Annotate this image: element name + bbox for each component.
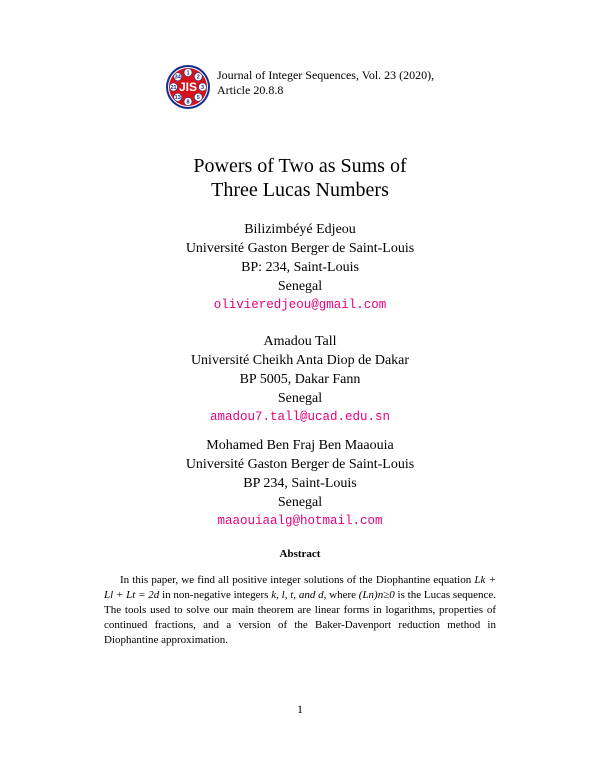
- abstract-body: [104, 573, 496, 648]
- logo-text: JIS: [178, 80, 198, 94]
- page-number: 1: [297, 702, 303, 716]
- logo-number: 21: [170, 84, 177, 91]
- author-email-link[interactable]: amadou7.tall@ucad.edu.sn: [209, 410, 391, 424]
- author-country: Senegal: [277, 495, 323, 510]
- journal-line-2: Article 20.8.8: [217, 83, 284, 97]
- logo-number: 34: [174, 74, 181, 81]
- paper-title: [0, 154, 600, 202]
- title-line-2: Three Lucas Numbers: [211, 179, 389, 201]
- abstract-equation: Lk + Ll + Lt = 2d: [104, 574, 496, 601]
- title-line-1: Powers of Two as Sums of: [193, 155, 407, 177]
- logo-number: 3: [200, 84, 205, 91]
- logo-number: 1: [186, 70, 190, 77]
- author-block-1: [0, 220, 600, 315]
- author-name: Amadou Tall: [263, 334, 337, 349]
- author-block-2: [0, 332, 600, 427]
- author-affiliation: Université Gaston Berger de Saint-Louis: [185, 241, 415, 256]
- author-affiliation: Université Cheikh Anta Diop de Dakar: [190, 353, 410, 368]
- logo-number: 2: [196, 74, 200, 81]
- logo-number: 5: [196, 95, 200, 102]
- abstract-text-2: in non-negative integers: [159, 589, 272, 601]
- author-name: Bilizimbéyé Edjeou: [244, 222, 356, 237]
- journal-header: [165, 62, 465, 112]
- abstract-heading: Abstract: [279, 548, 321, 560]
- abstract-text-3: , where: [323, 589, 359, 601]
- abstract-text-1: In this paper, we find all positive integer solutions of the Diophantine equation: [120, 574, 475, 586]
- author-affiliation: Université Gaston Berger de Saint-Louis: [185, 457, 415, 472]
- jis-logo-icon: [165, 64, 211, 110]
- author-country: Senegal: [277, 391, 323, 406]
- author-address: BP 5005, Dakar Fann: [239, 372, 361, 387]
- logo-number: 8: [186, 99, 190, 106]
- author-name: Mohamed Ben Fraj Ben Maaouia: [206, 438, 394, 453]
- abstract-variables: k, l, t, and d: [271, 589, 324, 601]
- abstract-sequence: (Ln)n≥0: [358, 589, 395, 601]
- author-country: Senegal: [277, 279, 323, 294]
- logo-number: 13: [174, 95, 181, 102]
- abstract-text-4: is the Lucas sequence. The tools used to solve our main theorem are linear forms in logarithms, properties of continued fractions, and a version of the Baker-Davenport reduction method in Diophantine approximation.: [104, 589, 496, 646]
- journal-line-1: Journal of Integer Sequences, Vol. 23 (2020),: [217, 68, 435, 82]
- author-address: BP 234, Saint-Louis: [243, 476, 357, 491]
- author-block-3: [0, 436, 600, 531]
- author-email-link[interactable]: maaouiaalg@hotmail.com: [217, 514, 383, 528]
- author-email-link[interactable]: olivieredjeou@gmail.com: [213, 298, 387, 312]
- author-address: BP: 234, Saint-Louis: [241, 260, 359, 275]
- journal-citation: [217, 68, 434, 98]
